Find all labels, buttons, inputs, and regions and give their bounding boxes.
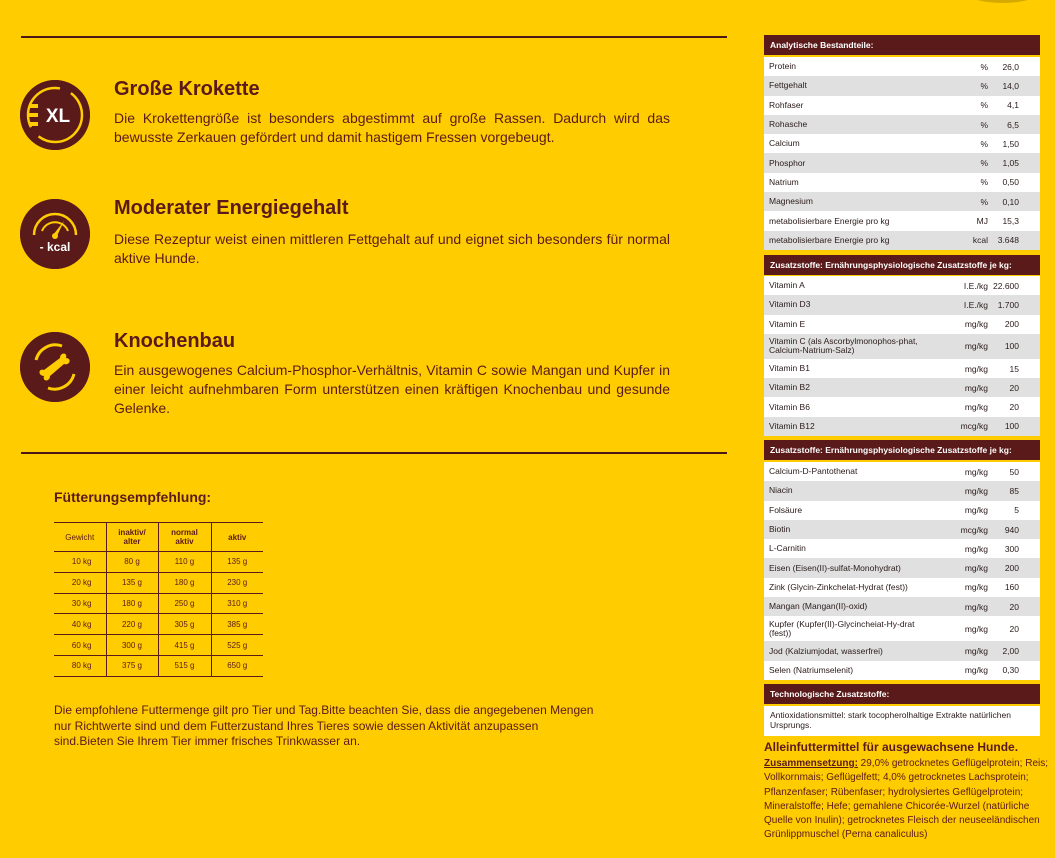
nutrient-row — [764, 76, 1040, 95]
nutrient-name: L-Carnitin — [769, 543, 806, 554]
nutrient-value: 1,05 — [1002, 158, 1019, 169]
feature-title: Große Krokette — [114, 78, 260, 100]
nutrient-row — [764, 378, 1040, 397]
nutrient-value: 20 — [1009, 623, 1019, 634]
nutrient-row — [764, 359, 1040, 378]
nutrient-value: 4,1 — [1007, 100, 1019, 111]
nutrient-unit: mg/kg — [964, 543, 988, 554]
nutrient-row — [764, 276, 1040, 295]
feeding-cell: 40 kg — [54, 614, 106, 635]
nutrient-value: 2,00 — [1002, 646, 1019, 657]
feeding-title: Fütterungsempfehlung: — [54, 489, 212, 505]
nutrient-unit: mg/kg — [964, 582, 988, 593]
feeding-cell: 310 g — [211, 593, 263, 614]
nutrient-value: 1,50 — [1002, 138, 1019, 149]
feeding-cell: 180 g — [158, 572, 211, 593]
nutrient-name: Vitamin E — [769, 318, 806, 329]
analytic-header: Analytische Bestandteile: — [764, 35, 1040, 55]
nutrient-value: 26,0 — [1002, 61, 1019, 72]
nutrient-name: Magnesium — [769, 196, 813, 207]
feeding-cell: 10 kg — [54, 552, 106, 573]
divider-bottom — [21, 452, 727, 454]
nutrient-unit: mg/kg — [964, 319, 988, 330]
nutrient-value: 100 — [1004, 341, 1019, 352]
nutrient-row — [764, 397, 1040, 416]
nutrient-value: 200 — [1004, 319, 1019, 330]
nutrient-row — [764, 597, 1040, 616]
nutrient-unit: kcal — [972, 235, 988, 246]
col-header: normal aktiv — [158, 523, 211, 552]
nutrient-value: 6,5 — [1007, 119, 1019, 130]
feeding-row — [54, 614, 263, 635]
nutrient-unit: mg/kg — [964, 601, 988, 612]
nutrient-unit: mg/kg — [964, 382, 988, 393]
nutrient-name: Kupfer (Kupfer(II)-Glycincheiat-Hy-drat (fest)) — [769, 618, 915, 638]
nutrient-value: 1.700 — [997, 299, 1019, 310]
nutrient-row — [764, 334, 1040, 359]
feeding-cell: 525 g — [211, 635, 263, 656]
feeding-cell: 180 g — [106, 593, 158, 614]
feature-bone — [20, 330, 670, 416]
nutrient-value: 200 — [1004, 563, 1019, 574]
additives-header: Zusatzstoffe: Ernährungsphysiologische Zusatzstoffe je kg: — [764, 440, 1040, 460]
nutrient-row — [764, 641, 1040, 660]
nutrient-name: Vitamin B6 — [769, 401, 810, 412]
nutrient-name: Natrium — [769, 176, 799, 187]
feeding-cell: 375 g — [106, 655, 158, 676]
nutrient-name: Vitamin C (als Ascorbylmonophos-phat, Calcium-Natrium-Salz) — [769, 336, 918, 356]
nutrient-unit: mg/kg — [964, 402, 988, 413]
nutrient-unit: mg/kg — [964, 341, 988, 352]
nutrient-value: 5 — [1014, 505, 1019, 516]
nutrient-unit: % — [980, 138, 988, 149]
nutrient-name: Jod (Kalziumjodat, wasserfrei) — [769, 645, 883, 656]
nutrient-row — [764, 520, 1040, 539]
nutrient-row — [764, 115, 1040, 134]
composition-text — [764, 757, 1054, 843]
nutrient-unit: % — [980, 158, 988, 169]
nutrient-name: Vitamin B12 — [769, 420, 815, 431]
nutrient-row — [764, 661, 1040, 680]
nutrient-value: 20 — [1009, 402, 1019, 413]
nutrient-value: 15,3 — [1002, 216, 1019, 227]
nutrient-value: 160 — [1004, 582, 1019, 593]
nutrient-name: Rohfaser — [769, 99, 804, 110]
nutrient-name: Eisen (Eisen(II)-sulfat-Monohydrat) — [769, 562, 901, 573]
nutrient-unit: MJ — [976, 216, 988, 227]
nutrient-name: Vitamin D3 — [769, 299, 811, 310]
nutrient-row — [764, 96, 1040, 115]
feeding-cell: 230 g — [211, 572, 263, 593]
tech-panel — [764, 684, 1040, 736]
feeding-row — [54, 593, 263, 614]
nutrient-row — [764, 481, 1040, 500]
feeding-cell: 80 kg — [54, 655, 106, 676]
bone-joint-icon — [20, 332, 90, 402]
nutrient-unit: % — [980, 177, 988, 188]
kcal-icon-label: - kcal — [39, 240, 71, 254]
nutrient-row — [764, 211, 1040, 230]
tech-text: Antioxidationsmittel: stark tocopherolhaltige Extrakte natürlichen Ursprungs. — [764, 706, 1040, 736]
feeding-note: Die empfohlene Futtermenge gilt pro Tier und Tag.Bitte beachten Sie, dass die angegebenen Mengen nur Richtwerte sind und dem Futterzustand Ihres Tieres sowie dessen Aktivität anzupassen sind.Bieten Sie Ihrem Tier immer frisches Trinkwasser an. — [54, 703, 594, 748]
additives-header: Zusatzstoffe: Ernährungsphysiologische Zusatzstoffe je kg: — [764, 255, 1040, 275]
col-header: aktiv — [211, 523, 263, 552]
composition-title: Alleinfuttermittel für ausgewachsene Hunde. — [764, 740, 1019, 754]
nutrient-unit: mcg/kg — [960, 421, 988, 432]
nutrient-unit: % — [980, 80, 988, 91]
nutrient-value: 85 — [1009, 485, 1019, 496]
feeding-table — [54, 522, 263, 677]
feature-title: Knochenbau — [114, 330, 236, 352]
nutrient-name: Phosphor — [769, 157, 806, 168]
feeding-cell: 110 g — [158, 552, 211, 573]
feeding-cell: 80 g — [106, 552, 158, 573]
nutrient-unit: mg/kg — [964, 646, 988, 657]
feeding-cell: 220 g — [106, 614, 158, 635]
nutrient-name: Mangan (Mangan(II)-oxid) — [769, 601, 868, 612]
feeding-header-row — [54, 523, 263, 552]
feeding-cell: 250 g — [158, 593, 211, 614]
nutrient-name: Biotin — [769, 524, 791, 535]
nutrient-value: 3.648 — [997, 235, 1019, 246]
nutrient-name: Vitamin B1 — [769, 363, 810, 374]
nutrient-row — [764, 539, 1040, 558]
nutrient-row — [764, 616, 1040, 641]
nutrient-value: 100 — [1004, 421, 1019, 432]
analytic-panel — [764, 35, 1040, 250]
nutrient-unit: mg/kg — [964, 563, 988, 574]
feature-energy — [20, 199, 670, 269]
additives-panel-2 — [764, 440, 1040, 680]
nutrient-value: 0,50 — [1002, 177, 1019, 188]
nutrient-row — [764, 501, 1040, 520]
feature-title: Moderater Energiegehalt — [114, 197, 349, 219]
tech-header: Technologische Zusatzstoffe: — [764, 684, 1040, 704]
nutrient-row — [764, 134, 1040, 153]
nutrient-value: 0,30 — [1002, 665, 1019, 676]
nutrient-unit: % — [980, 100, 988, 111]
nutrient-value: 20 — [1009, 382, 1019, 393]
feeding-cell: 30 kg — [54, 593, 106, 614]
nutrient-row — [764, 315, 1040, 334]
composition-body: 29,0% getrocknetes Geflügelprotein; Reis; Vollkornmais; Geflügelfett; 4,0% getrocknetes Lachsprotein; Pflanzenfaser; Rübenfaser; hydrolysiertes Geflügelprotein; Mineralstoffe; Hefe; gemahlene Chicorée-Wurzel (natürliche Quelle von Inulin); getrocknetes Fleisch der neuseeländischen Grünlippmuschel (Perna canaliculus) — [764, 758, 1049, 841]
nutrient-unit: mg/kg — [964, 466, 988, 477]
nutrient-value: 20 — [1009, 601, 1019, 612]
nutrient-value: 14,0 — [1002, 80, 1019, 91]
composition-label: Zusammensetzung: — [764, 758, 858, 769]
nutrient-row — [764, 295, 1040, 314]
nutrient-value: 0,10 — [1002, 196, 1019, 207]
nutrient-row — [764, 192, 1040, 211]
nutrient-row — [764, 462, 1040, 481]
feeding-row — [54, 655, 263, 676]
feeding-cell: 415 g — [158, 635, 211, 656]
nutrient-row — [764, 173, 1040, 192]
feeding-cell: 300 g — [106, 635, 158, 656]
nutrient-row — [764, 153, 1040, 172]
nutrient-unit: mg/kg — [964, 485, 988, 496]
nutrient-name: metabolisierbare Energie pro kg — [769, 234, 890, 245]
feeding-cell: 515 g — [158, 655, 211, 676]
feeding-cell: 305 g — [158, 614, 211, 635]
nutrient-row — [764, 578, 1040, 597]
nutrient-row — [764, 417, 1040, 436]
feeding-cell: 135 g — [106, 572, 158, 593]
kcal-gauge-icon — [20, 199, 90, 269]
nutrient-unit: I.E./kg — [963, 280, 988, 291]
feeding-row — [54, 635, 263, 656]
nutrient-unit: % — [980, 119, 988, 130]
feeding-cell: 20 kg — [54, 572, 106, 593]
nutrient-unit: mg/kg — [964, 505, 988, 516]
feature-text: Ein ausgewogenes Calcium-Phosphor-Verhältnis, Vitamin C sowie Mangan und Kupfer in einer leicht aufnehmbaren Form unterstützen einen kräftigen Knochenbau und gesunde Gelenke. — [114, 362, 670, 416]
nutrient-value: 22.600 — [993, 280, 1019, 291]
col-header: Gewicht — [54, 523, 106, 552]
xl-kibble-icon — [20, 80, 90, 150]
nutrient-unit: mg/kg — [964, 623, 988, 634]
nutrient-value: 15 — [1009, 363, 1019, 374]
nutrient-name: Calcium-D-Pantothenat — [769, 466, 858, 477]
additives-panel-1 — [764, 255, 1040, 436]
nutrient-value: 50 — [1009, 466, 1019, 477]
nutrient-name: Folsäure — [769, 504, 803, 515]
nutrient-name: metabolisierbare Energie pro kg — [769, 215, 890, 226]
nutrient-unit: I.E./kg — [963, 299, 988, 310]
nutrient-row — [764, 57, 1040, 76]
nutrient-unit: % — [980, 61, 988, 72]
nutrient-row — [764, 558, 1040, 577]
nutrient-unit: mcg/kg — [960, 524, 988, 535]
nutrient-name: Selen (Natriumselenit) — [769, 664, 854, 675]
nutrient-name: Calcium — [769, 138, 800, 149]
feature-text: Diese Rezeptur weist einen mittleren Fettgehalt auf und eignet sich besonders für normal aktive Hunde. — [114, 231, 670, 266]
nutrient-value: 300 — [1004, 543, 1019, 554]
nutrient-unit: % — [980, 196, 988, 207]
feeding-row — [54, 552, 263, 573]
divider-top — [21, 36, 727, 38]
nutrient-name: Vitamin B2 — [769, 382, 810, 393]
nutrient-unit: mg/kg — [964, 665, 988, 676]
feeding-cell: 385 g — [211, 614, 263, 635]
nutrient-name: Zink (Glycin-Zinkchelat-Hydrat (fest)) — [769, 581, 908, 592]
nutrient-name: Niacin — [769, 485, 793, 496]
nutrient-unit: mg/kg — [964, 363, 988, 374]
composition-block — [764, 740, 1054, 843]
xl-icon-label: XL — [45, 106, 71, 127]
nutrient-name: Protein — [769, 61, 796, 72]
feature-text: Die Krokettengröße ist besonders abgestimmt auf große Rassen. Dadurch wird das bewusste Zerkauen gefördert und damit hastigem Fressen vorgebeugt. — [114, 110, 670, 145]
col-header: inaktiv/ alter — [106, 523, 158, 552]
nutrient-value: 940 — [1004, 524, 1019, 535]
nutrient-name: Vitamin A — [769, 280, 805, 291]
nutrient-name: Fettgehalt — [769, 80, 807, 91]
decorative-blob — [965, 0, 1040, 3]
feeding-cell: 60 kg — [54, 635, 106, 656]
feeding-cell: 135 g — [211, 552, 263, 573]
feature-large-kibble — [20, 80, 670, 150]
feeding-row — [54, 572, 263, 593]
feeding-cell: 650 g — [211, 655, 263, 676]
nutrient-row — [764, 231, 1040, 250]
nutrient-name: Rohasche — [769, 119, 808, 130]
